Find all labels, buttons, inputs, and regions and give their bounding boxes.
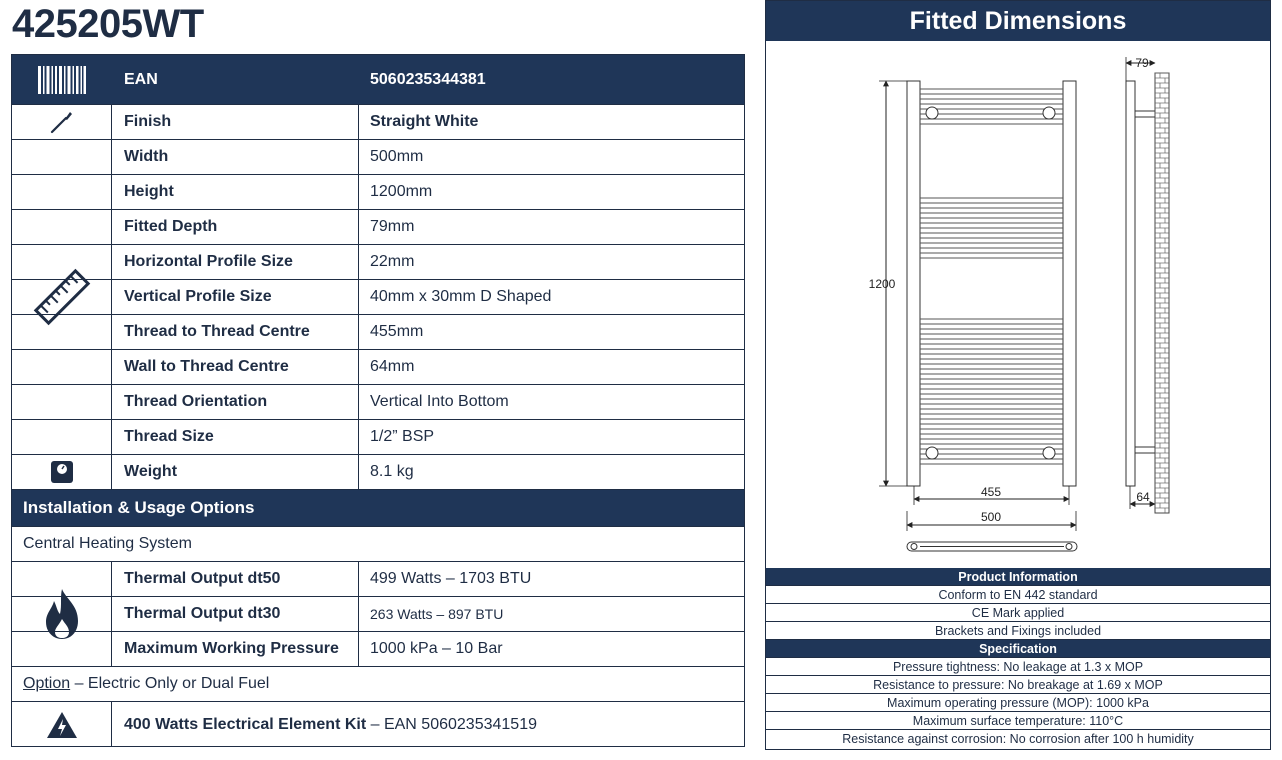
ean-label: EAN	[124, 70, 158, 88]
max-pressure-value: 1000 kPa – 10 Bar	[358, 632, 744, 666]
specification-heading: Specification	[766, 640, 1270, 658]
specification-item: Pressure tightness: No leakage at 1.3 x MOP	[766, 658, 1270, 676]
installation-heading-row	[12, 490, 744, 527]
specification-item: Resistance to pressure: No breakage at 1.69 x MOP	[766, 676, 1270, 694]
thermal-dt50-label: Thermal Output dt50	[124, 570, 281, 587]
radiator-side-view	[1126, 81, 1155, 486]
width-label: Width	[124, 148, 169, 165]
radiator-plan-view	[907, 542, 1077, 551]
thermal-dt30-label: Thermal Output dt30	[124, 605, 281, 622]
element-kit-ean: – EAN 5060235341519	[366, 715, 537, 733]
finish-value: Straight White	[358, 105, 744, 139]
product-info-item: Brackets and Fixings included	[766, 622, 1270, 640]
fitted-depth-value: 79mm	[358, 210, 744, 244]
height-value: 1200mm	[358, 175, 744, 209]
height-row	[12, 175, 744, 210]
thread-size-label: Thread Size	[124, 428, 214, 445]
radiator-front-view	[907, 81, 1076, 486]
fitted-dimensions-panel	[765, 0, 1271, 750]
width-dimension-label: 500	[980, 510, 1002, 524]
centres-dimension-label: 455	[980, 485, 1002, 499]
horizontal-profile-value: 22mm	[358, 245, 744, 279]
depth-dimension-label: 79	[1135, 56, 1149, 70]
scale-icon	[12, 455, 112, 489]
vertical-profile-label: Vertical Profile Size	[124, 288, 272, 305]
product-info-heading: Product Information	[766, 568, 1270, 586]
product-info-item: CE Mark applied	[766, 604, 1270, 622]
weight-value: 8.1 kg	[358, 455, 744, 489]
max-pressure-row	[12, 632, 744, 667]
electric-warning-icon	[12, 702, 112, 747]
option-description: – Electric Only or Dual Fuel	[70, 675, 270, 692]
weight-label: Weight	[124, 463, 178, 480]
model-code-title: 425205WT	[12, 2, 204, 46]
thermal-dt30-row	[12, 597, 744, 632]
installation-heading: Installation & Usage Options	[23, 498, 255, 517]
width-row	[12, 140, 744, 175]
ean-row	[12, 55, 744, 105]
weight-row	[12, 455, 744, 490]
option-word: Option	[23, 675, 71, 692]
specification-item: Resistance against corrosion: No corrosion after 100 h humidity	[842, 732, 1194, 746]
finish-row	[12, 105, 744, 140]
fitted-depth-row	[12, 210, 744, 245]
fitted-dimensions-title: Fitted Dimensions	[766, 1, 1270, 41]
specification-item: Maximum operating pressure (MOP): 1000 kPa	[766, 694, 1270, 712]
central-heating-text: Central Heating System	[23, 535, 192, 552]
option-row	[12, 667, 744, 702]
spec-table	[11, 54, 745, 747]
height-label: Height	[124, 183, 174, 200]
element-kit-name: 400 Watts Electrical Element Kit	[124, 715, 367, 733]
wall-thread-label: Wall to Thread Centre	[124, 358, 289, 375]
vertical-profile-value: 40mm x 30mm D Shaped	[358, 280, 744, 314]
element-kit-text	[124, 702, 537, 747]
option-text	[12, 667, 744, 701]
thermal-dt50-value: 499 Watts – 1703 BTU	[358, 562, 744, 596]
thread-orientation-row	[12, 385, 744, 420]
height-dimension-label: 1200	[868, 277, 896, 291]
thread-orientation-value: Vertical Into Bottom	[358, 385, 744, 419]
barcode-icon	[12, 55, 112, 104]
vertical-profile-row	[12, 280, 744, 315]
thread-centre-row	[12, 315, 744, 350]
ean-value: 5060235344381	[358, 55, 744, 104]
fitted-depth-label: Fitted Depth	[124, 218, 218, 235]
wall-thread-value: 64mm	[358, 350, 744, 384]
horizontal-profile-label: Horizontal Profile Size	[124, 253, 293, 270]
brush-icon	[12, 105, 112, 139]
product-info-item: Conform to EN 442 standard	[766, 586, 1270, 604]
thread-size-row	[12, 420, 744, 455]
specification-item: Maximum surface temperature: 110°C	[766, 712, 1270, 730]
thread-centre-label: Thread to Thread Centre	[124, 323, 310, 340]
thread-centre-value: 455mm	[358, 315, 744, 349]
element-kit-row	[12, 702, 744, 747]
wall-dimension-label: 64	[1136, 490, 1150, 504]
thread-size-value: 1/2” BSP	[358, 420, 744, 454]
fitted-dimensions-drawing	[766, 41, 1270, 567]
max-pressure-label: Maximum Working Pressure	[124, 640, 339, 657]
central-heating-row	[12, 527, 744, 562]
horizontal-profile-row	[12, 245, 744, 280]
info-table	[766, 568, 1270, 748]
thermal-dt30-value: 263 Watts – 897 BTU	[358, 597, 744, 631]
wall-thread-row	[12, 350, 744, 385]
wall-hatching	[1155, 73, 1169, 513]
width-value: 500mm	[358, 140, 744, 174]
thread-orientation-label: Thread Orientation	[124, 393, 268, 410]
thermal-dt50-row	[12, 562, 744, 597]
finish-label: Finish	[124, 113, 172, 130]
